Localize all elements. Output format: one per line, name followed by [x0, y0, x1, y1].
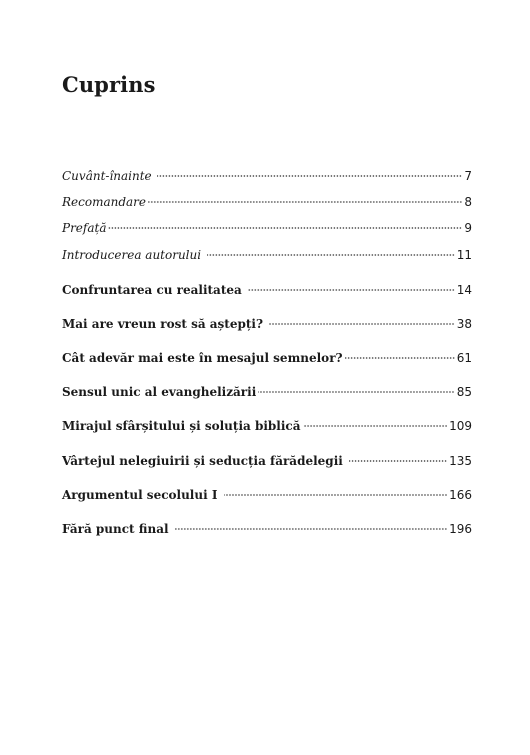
toc-entry-label: Fără punct final [62, 522, 173, 536]
dot-leader [345, 357, 455, 359]
toc-entry-label: Cât adevăr mai este în mesajul semnelor? [62, 351, 343, 365]
toc-entry-page: 166 [449, 488, 472, 502]
dot-leader [248, 289, 455, 291]
toc-entry-chapter-8[interactable] [62, 521, 472, 537]
toc-entry-chapter-6[interactable] [62, 453, 472, 469]
toc-entry-label: Prefață [62, 221, 107, 235]
dot-leader [207, 254, 455, 256]
dot-leader [108, 227, 462, 229]
toc-entry-page: 38 [456, 317, 472, 331]
dot-leader [258, 391, 454, 393]
toc-entry-page: 14 [456, 283, 472, 297]
toc-entry-page: 196 [449, 522, 472, 536]
toc-entry-page: 85 [456, 385, 472, 399]
dot-leader [224, 494, 447, 496]
toc-entry-chapter-5[interactable] [62, 418, 472, 434]
toc-entry-page: 9 [464, 221, 472, 235]
toc-entry-label: Vârtejul nelegiuirii și seducția fărădelegii [62, 454, 347, 468]
toc-entry-chapter-2[interactable] [62, 316, 472, 332]
dot-leader [303, 425, 448, 427]
toc-entry-page: 7 [464, 169, 472, 183]
toc-entry-page: 109 [449, 419, 472, 433]
dot-leader [157, 175, 462, 177]
toc-entry-chapter-1[interactable] [62, 282, 472, 298]
dot-leader [349, 460, 447, 462]
toc-entry-chapter-7[interactable] [62, 487, 472, 503]
toc-entry-label: Recomandare [62, 195, 147, 209]
toc-entry-author-introduction[interactable] [62, 247, 472, 263]
dot-leader [148, 201, 462, 203]
toc-entry-label: Mirajul sfârșitului și soluția biblică [62, 419, 301, 433]
page-title: Cuprins [62, 72, 156, 97]
toc-entry-foreword[interactable] [62, 168, 472, 184]
toc-entry-chapter-4[interactable] [62, 384, 472, 400]
toc-entry-label: Mai are vreun rost să aștepți? [62, 317, 268, 331]
toc-entry-chapter-3[interactable] [62, 350, 472, 366]
toc-entry-label: Introducerea autorului [62, 248, 205, 262]
toc-entry-page: 135 [449, 454, 472, 468]
toc-entry-label: Cuvânt-înainte [62, 169, 156, 183]
toc-entry-label: Confruntarea cu realitatea [62, 283, 246, 297]
toc-entry-label: Sensul unic al evanghelizării [62, 385, 257, 399]
toc-entry-page: 8 [464, 195, 472, 209]
dot-leader [175, 528, 447, 530]
dot-leader [269, 323, 455, 325]
toc-entry-label: Argumentul secolului I [62, 488, 222, 502]
toc-entry-preface[interactable] [62, 220, 472, 236]
toc-entry-recommendation[interactable] [62, 194, 472, 210]
toc-entry-page: 11 [456, 248, 472, 262]
toc-entry-page: 61 [456, 351, 472, 365]
